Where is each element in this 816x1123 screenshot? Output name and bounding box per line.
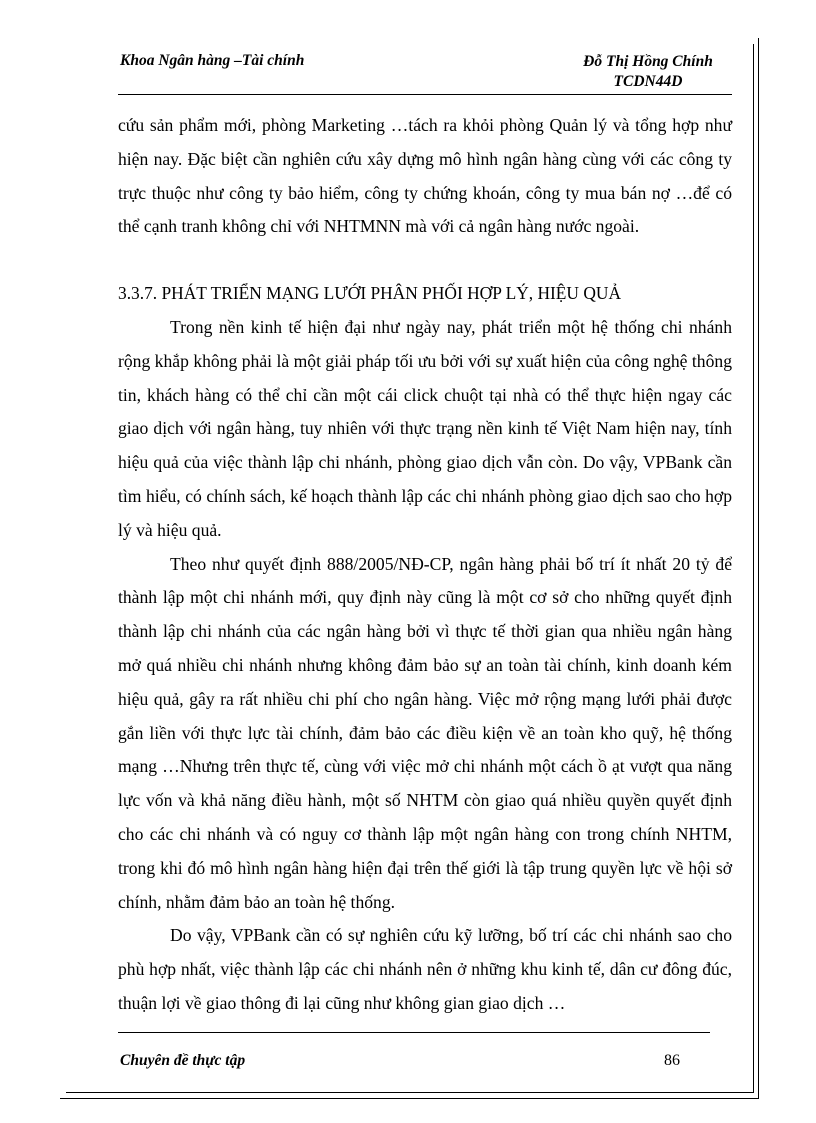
- page-frame-bottom-outer: [60, 1098, 759, 1099]
- header-author: Đỗ Thị Hồng Chính: [583, 53, 713, 70]
- page-frame-right-outer: [758, 38, 759, 1098]
- footer-divider: [118, 1032, 710, 1033]
- footer-title: Chuyên đề thực tập: [120, 1052, 246, 1069]
- header-class-code: TCDN44D: [613, 73, 683, 90]
- paragraph: Trong nền kinh tế hiện đại như ngày nay, phát triển một hệ thống chi nhánh rộng khắp không phải là một giải pháp tối ưu bởi với sự xuất hiện của công nghệ thông tin, khách hàng có thể chỉ cần một cái click chuột tại nhà có thể thực hiện ngay các giao dịch với ngân hàng, tuy nhiên với thực trạng nền kinh tế Việt Nam hiện nay, tính hiệu quả của việc thành lập chi nhánh, phòng giao dịch vẫn còn. Do vậy, VPBank cần tìm hiểu, có chính sách, kế hoạch thành lập các chi nhánh phòng giao dịch sao cho hợp lý và hiệu quả.: [118, 316, 732, 540]
- paragraph: Do vậy, VPBank cần có sự nghiên cứu kỹ lưỡng, bố trí các chi nhánh sao cho phù hợp nhất, việc thành lập các chi nhánh nên ở những khu kinh tế, dân cư đông đúc, thuận lợi về giao thông đi lại cũng như không gian giao dịch …: [118, 925, 732, 1013]
- header-divider: [118, 94, 732, 95]
- header-author-block: [558, 52, 738, 92]
- page-body: [118, 109, 732, 1021]
- section-heading: 3.3.7. PHÁT TRIỂN MẠNG LƯỚI PHÂN PHỐI HỢP LÝ, HIỆU QUẢ: [118, 283, 622, 304]
- paragraph: Theo như quyết định 888/2005/NĐ-CP, ngân hàng phải bố trí ít nhất 20 tỷ để thành lập một chi nhánh mới, quy định này cũng là một cơ sở cho những quyết định thành lập chi nhánh của các ngân hàng bởi vì thực tế thời gian qua nhiều ngân hàng mở quá nhiều chi nhánh nhưng không đảm bảo sự an toàn tài chính, kinh doanh kém hiệu quả, gây ra rất nhiều chi phí cho ngân hàng. Việc mở rộng mạng lưới phải được gắn liền với thực lực tài chính, đảm bảo các điều kiện về an toàn kho quỹ, hệ thống mạng …Nhưng trên thực tế, cùng với việc mở chi nhánh một cách ồ ạt vượt qua năng lực vốn và khả năng điều hành, một số NHTM còn giao quá nhiều quyền quyết định cho các chi nhánh và có nguy cơ thành lập một ngân hàng con trong chính NHTM, trong khi đó mô hình ngân hàng hiện đại trên thế giới là tập trung quyền lực về hội sở chính, nhằm đảm bảo an toàn hệ thống.: [118, 553, 732, 912]
- header-faculty: Khoa Ngân hàng –Tài chính: [120, 52, 305, 69]
- page-frame-bottom-inner: [66, 1092, 754, 1093]
- paragraph-continued: cứu sản phẩm mới, phòng Marketing …tách ra khỏi phòng Quản lý và tổng hợp như hiện nay. Đặc biệt cần nghiên cứu xây dựng mô hình ngân hàng cùng với các công ty trực thuộc như công ty bảo hiểm, công ty chứng khoán, công ty mua bán nợ …để có thể cạnh tranh không chỉ với NHTMNN mà với cả ngân hàng nước ngoài.: [118, 115, 732, 237]
- page-frame-right-inner: [753, 44, 754, 1092]
- page-number: 86: [664, 1052, 680, 1069]
